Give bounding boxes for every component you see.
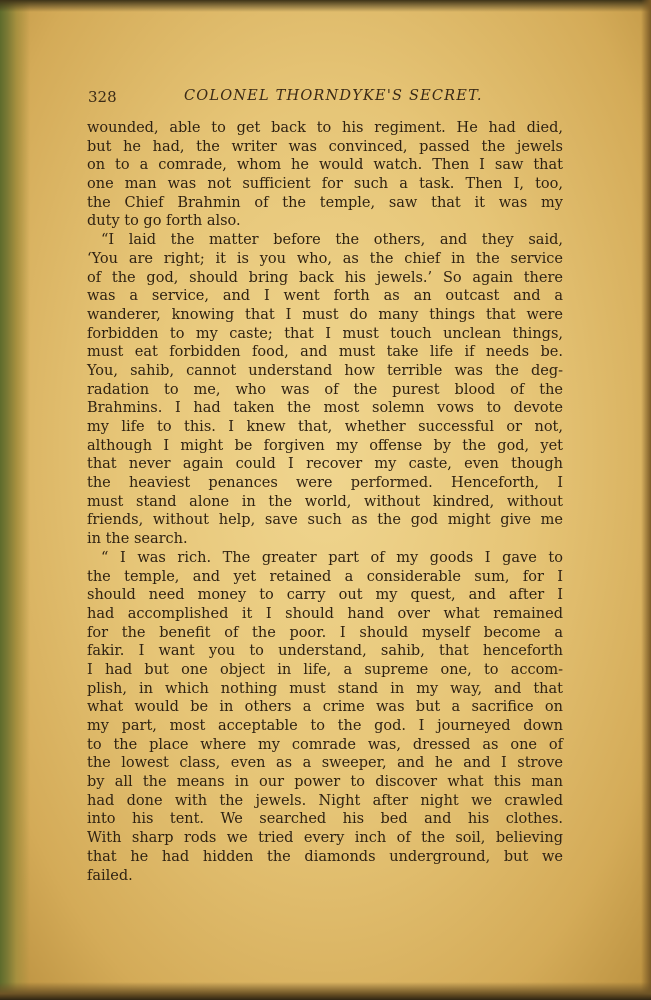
text-line: wanderer, knowing that I must do many things that were	[87, 306, 563, 323]
top-page-shadow	[0, 0, 651, 12]
text-line: that never again could I recover my caste, even though	[87, 456, 563, 473]
text-line: although I might be forgiven my offense by the god, yet	[87, 437, 563, 454]
text-line: my life to this. I knew that, whether successful or not,	[87, 419, 563, 435]
text-line: must eat forbidden food, and must take life if needs be.	[87, 344, 563, 361]
text-line: radation to me, who was of the purest blood of the	[87, 381, 563, 398]
running-head-title: COLONEL THORNDYKE'S SECRET.	[184, 88, 483, 104]
body-text	[87, 119, 563, 885]
text-line: had accomplished it I should hand over what remained	[87, 605, 563, 622]
text-line: but he had, the writer was convinced, passed the jewels	[87, 138, 563, 155]
text-line: fakir. I want you to understand, sahib, that henceforth	[87, 643, 563, 660]
text-line: the heaviest penances were performed. Henceforth, I	[87, 475, 563, 492]
text-line: the temple, and yet retained a considerable sum, for I	[87, 568, 563, 585]
text-line: to the place where my comrade was, dressed as one of	[87, 736, 563, 753]
text-line: “ I was rich. The greater part of my goods I gave to	[101, 549, 563, 566]
text-line: had done with the jewels. Night after night we crawled	[87, 792, 563, 809]
text-line: ‘You are right; it is you who, as the chief in the service	[87, 250, 563, 267]
paragraph	[87, 549, 563, 885]
book-binding-edge	[0, 0, 30, 1000]
text-line: what would be in others a crime was but a sacrifice on	[87, 699, 563, 716]
text-line: should need money to carry out my quest, and after I	[87, 587, 563, 604]
page-number: 328	[88, 88, 117, 106]
text-line: Brahmins. I had taken the most solemn vows to devote	[87, 400, 563, 417]
text-line: friends, without help, save such as the god might give me	[87, 512, 563, 529]
text-line: one man was not sufficient for such a task. Then I, too,	[87, 176, 563, 193]
page-header	[88, 88, 562, 110]
text-line: “I laid the matter before the others, and they said,	[101, 232, 563, 249]
bottom-page-edge	[0, 982, 651, 1000]
right-page-edge	[641, 0, 651, 1000]
text-line: that he had hidden the diamonds underground, but we	[87, 848, 563, 865]
text-line: duty to go forth also.	[87, 213, 241, 230]
text-line: the lowest class, even as a sweeper, and he and I strove	[87, 755, 563, 772]
text-line: was a service, and I went forth as an outcast and a	[87, 288, 563, 305]
text-line: failed.	[87, 867, 133, 884]
text-line: into his tent. We searched his bed and his clothes.	[87, 811, 563, 828]
text-line: my part, most acceptable to the god. I journeyed down	[87, 718, 563, 734]
text-line: With sharp rods we tried every inch of the soil, believing	[87, 830, 563, 847]
paragraph	[87, 231, 563, 549]
text-line: of the god, should bring back his jewels.’ So again there	[87, 269, 563, 286]
text-line: the Chief Brahmin of the temple, saw that it was my	[87, 194, 563, 211]
text-line: for the benefit of the poor. I should myself become a	[87, 624, 563, 641]
text-line: forbidden to my caste; that I must touch unclean things,	[87, 325, 563, 342]
text-line: must stand alone in the world, without kindred, without	[87, 493, 563, 510]
text-line: You, sahib, cannot understand how terrible was the deg-	[87, 362, 563, 379]
text-line: on to a comrade, whom he would watch. Then I saw that	[87, 157, 563, 174]
text-line: in the search.	[87, 531, 188, 548]
text-line: plish, in which nothing must stand in my way, and that	[87, 680, 563, 697]
text-line: I had but one object in life, a supreme one, to accom-	[87, 661, 563, 678]
paragraph	[87, 119, 563, 231]
text-line: by all the means in our power to discover what this man	[87, 774, 563, 791]
text-line: wounded, able to get back to his regiment. He had died,	[87, 120, 563, 136]
